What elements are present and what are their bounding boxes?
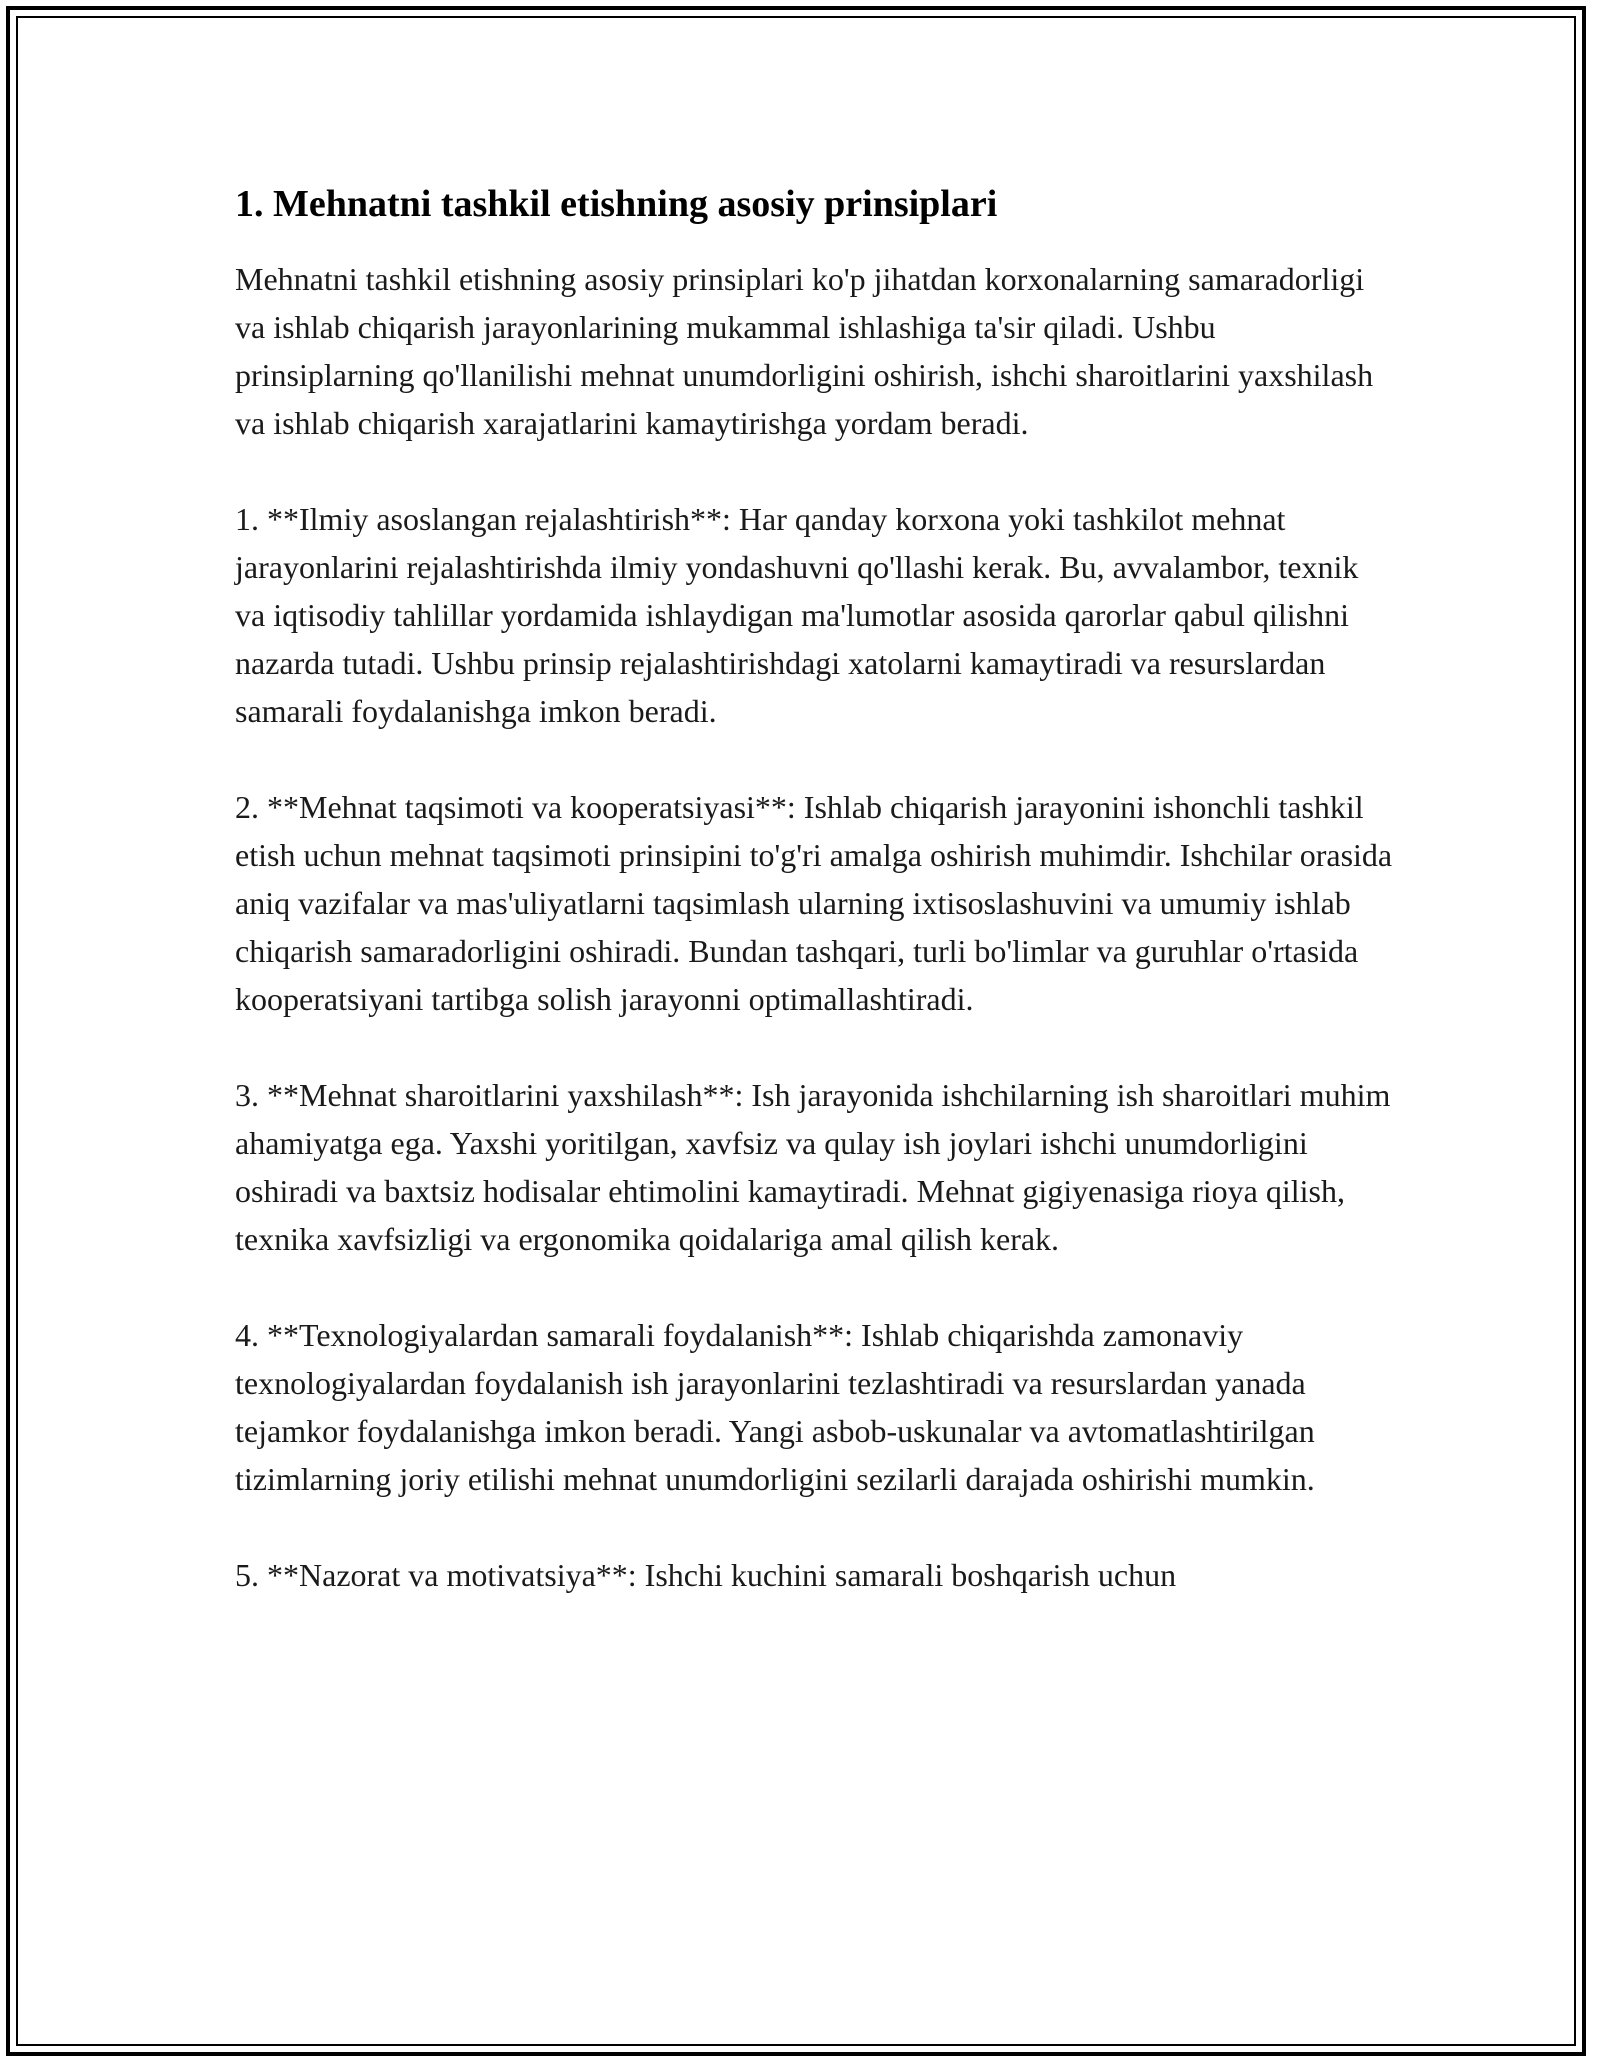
document-body — [235, 180, 1395, 1647]
paragraph-principle-1: 1. **Ilmiy asoslangan rejalashtirish**: Har qanday korxona yoki tashkilot mehnat jarayonlarini rejalashtirishda ilmiy yondashuvni qo'llashi kerak. Bu, avvalambor, texnik va iqtisodiy tahlillar yordamida ishlaydigan ma'lumotlar asosida qarorlar qabul qilishni nazarda tutadi. Ushbu prinsip rejalashtirishdagi xatolarni kamaytiradi va resurslardan samarali foydalanishga imkon beradi. — [235, 501, 1359, 730]
paragraph-principle-2: 2. **Mehnat taqsimoti va kooperatsiyasi**: Ishlab chiqarish jarayonini ishonchli tashkil etish uchun mehnat taqsimoti prinsipini to'g'ri amalga oshirish muhimdir. Ishchilar orasida aniq vazifalar va mas'uliyatlarni taqsimlash ularning ixtisoslashuvini va umumiy ishlab chiqarish samaradorligini oshiradi. Bundan tashqari, turli bo'limlar va guruhlar o'rtasida kooperatsiyani tartibga solish jarayonni optimallashtiradi. — [235, 789, 1393, 1018]
paragraph-principle-5: 5. **Nazorat va motivatsiya**: Ishchi kuchini samarali boshqarish uchun — [235, 1557, 1177, 1594]
paragraph-principle-3: 3. **Mehnat sharoitlarini yaxshilash**: Ish jarayonida ishchilarning ish sharoitlari muhim ahamiyatga ega. Yaxshi yoritilgan, xavfsiz va qulay ish joylari ishchi unumdorligini oshiradi va baxtsiz hodisalar ehtimolini kamaytiradi. Mehnat gigiyenasiga rioya qilish, texnika xavfsizligi va ergonomika qoidalariga amal qilish kerak. — [235, 1077, 1391, 1258]
intro-paragraph: Mehnatni tashkil etishning asosiy prinsiplari ko'p jihatdan korxonalarning samaradorligi va ishlab chiqarish jarayonlarining mukammal ishlashiga ta'sir qiladi. Ushbu prinsiplarning qo'llanilishi mehnat unumdorligini oshirish, ishchi sharoitlarini yaxshilash va ishlab chiqarish xarajatlarini kamaytirishga yordam beradi. — [235, 261, 1374, 442]
section-title: 1. Mehnatni tashkil etishning asosiy prinsiplari — [235, 183, 998, 225]
paragraph-principle-4: 4. **Texnologiyalardan samarali foydalanish**: Ishlab chiqarishda zamonaviy texnologiyalardan foydalanish ish jarayonlarini tezlashtiradi va resurslardan yanada tejamkor foydalanishga imkon beradi. Yangi asbob-uskunalar va avtomatlashtirilgan tizimlarning joriy etilishi mehnat unumdorligini sezilarli darajada oshirishi mumkin. — [235, 1317, 1315, 1498]
